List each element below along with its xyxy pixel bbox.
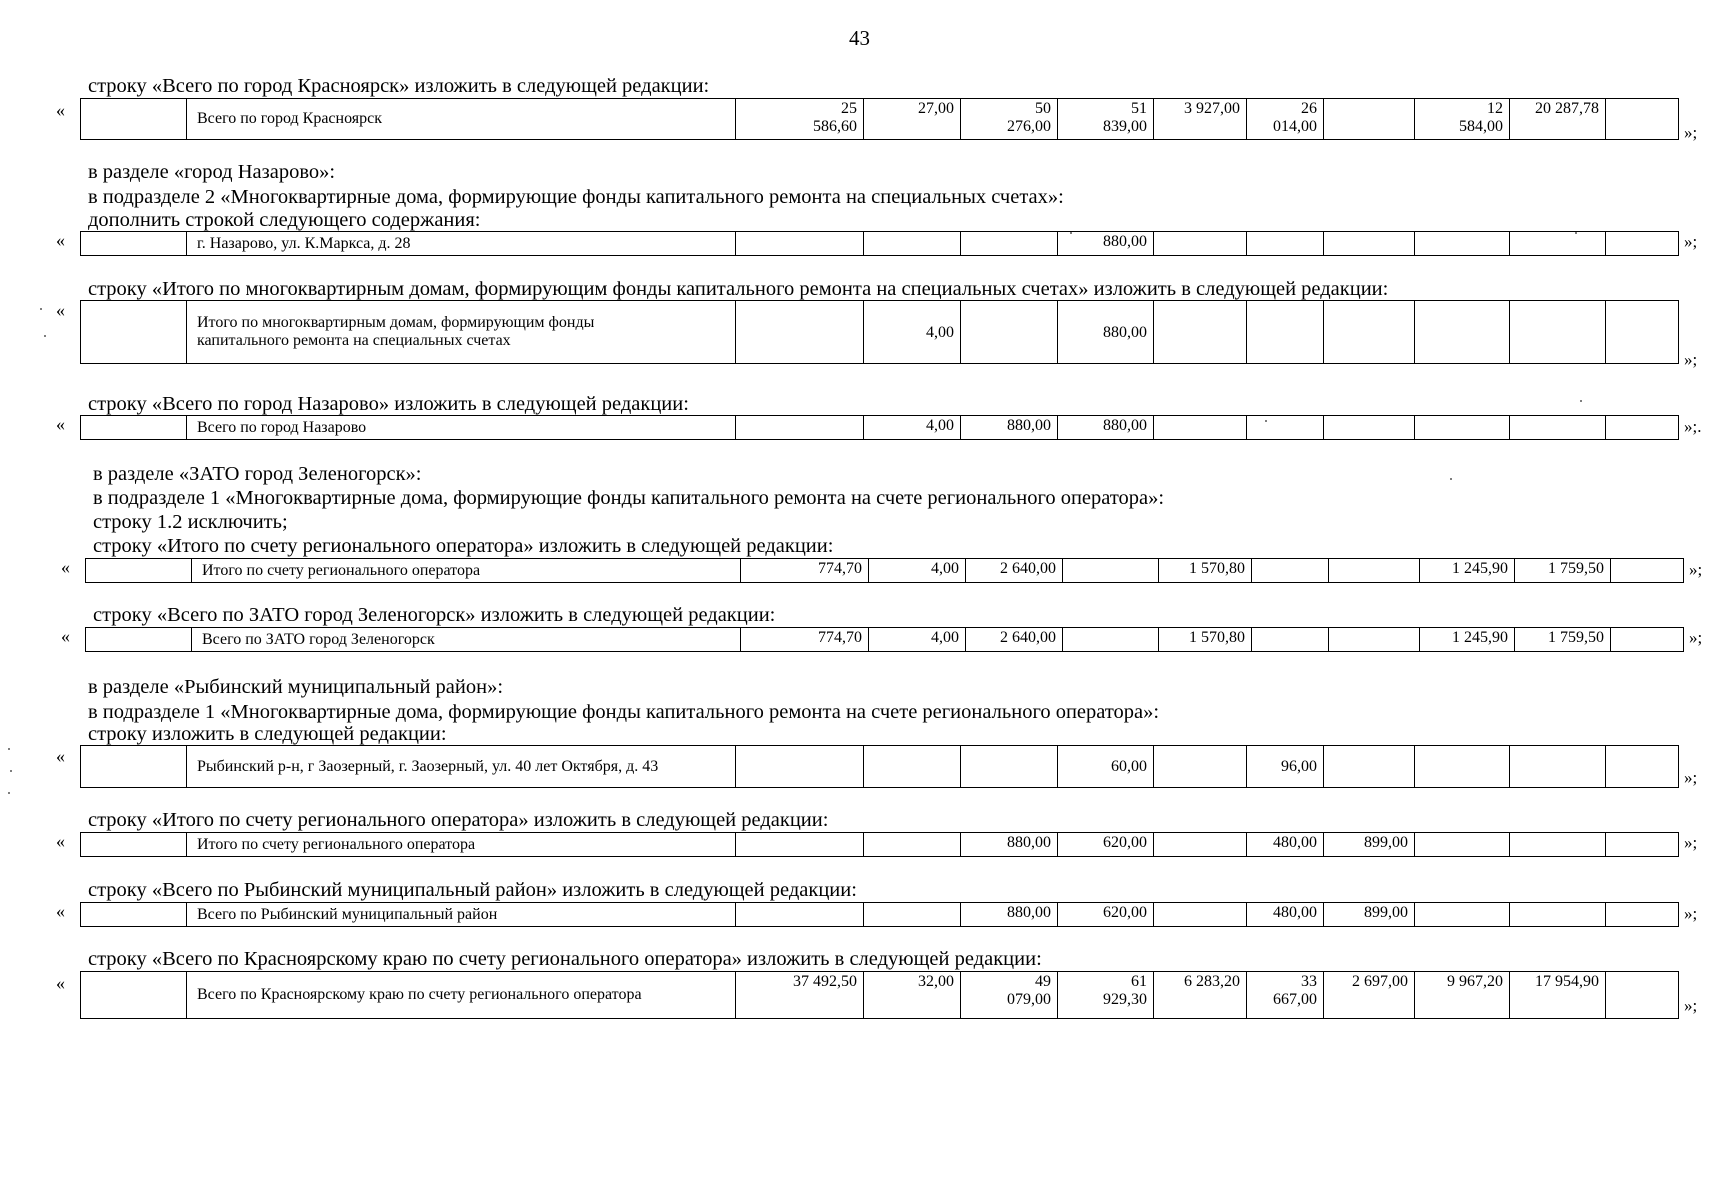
value-part-bottom: 586,60 xyxy=(813,118,857,135)
value-cell: 620,00 xyxy=(1058,903,1154,927)
value-cell xyxy=(1154,746,1247,788)
value-cell xyxy=(1415,903,1510,927)
value-cell xyxy=(1154,416,1247,440)
value-cell xyxy=(1510,301,1606,364)
value-cell: 774,70 xyxy=(741,559,869,583)
value-cell: 17 954,90 xyxy=(1510,972,1606,1019)
value-cell xyxy=(1611,559,1684,583)
amendment-row-table xyxy=(80,745,1679,788)
value-cell xyxy=(1154,301,1247,364)
value-cell xyxy=(864,833,961,857)
value-cell: 620,00 xyxy=(1058,833,1154,857)
value-cell: 880,00 xyxy=(961,416,1058,440)
row-number-cell xyxy=(81,232,187,256)
value-cell: 1 759,50 xyxy=(1515,628,1611,652)
opening-quote: « xyxy=(56,230,65,250)
value-cell xyxy=(1415,301,1510,364)
table-row xyxy=(81,301,1679,364)
value-cell xyxy=(961,301,1058,364)
value-cell xyxy=(1324,746,1415,788)
value-cell: 20 287,78 xyxy=(1510,99,1606,140)
page-number: 43 xyxy=(849,26,870,50)
value-cell: 9 967,20 xyxy=(1415,972,1510,1019)
scan-speck xyxy=(1070,232,1072,234)
scan-speck xyxy=(1575,232,1577,234)
scan-speck xyxy=(40,308,42,310)
value-cell: 899,00 xyxy=(1324,833,1415,857)
value-cell xyxy=(1510,833,1606,857)
opening-quote: « xyxy=(56,973,65,993)
value-cell: 4,00 xyxy=(864,301,961,364)
opening-quote: « xyxy=(61,557,70,577)
value-cell: 880,00 xyxy=(1058,301,1154,364)
closing-quote: »; xyxy=(1684,904,1698,923)
table-row xyxy=(86,628,1684,652)
value-cell xyxy=(1252,628,1329,652)
value-cell xyxy=(1415,833,1510,857)
value-cell: 1 570,80 xyxy=(1159,628,1252,652)
value-cell: 880,00 xyxy=(1058,232,1154,256)
value-cell: 480,00 xyxy=(1247,833,1324,857)
closing-quote: »; xyxy=(1684,833,1698,852)
value-cell xyxy=(1063,559,1159,583)
amendment-row-table xyxy=(80,98,1679,140)
closing-quote: »; xyxy=(1684,996,1698,1015)
instruction-text: строку «Итого по счету регионального оператора» изложить в следующей редакции: xyxy=(93,535,834,557)
value-part-bottom: 667,00 xyxy=(1273,991,1317,1008)
value-cell xyxy=(736,416,864,440)
value-cell xyxy=(1247,416,1324,440)
opening-quote: « xyxy=(56,901,65,921)
value-cell: 1 245,90 xyxy=(1420,559,1515,583)
value-part-bottom: 584,00 xyxy=(1459,118,1503,135)
value-cell xyxy=(736,99,864,140)
value-cell: 96,00 xyxy=(1247,746,1324,788)
value-cell xyxy=(1063,628,1159,652)
value-part-top: 26 xyxy=(1301,100,1317,117)
value-cell: 60,00 xyxy=(1058,746,1154,788)
closing-quote: »;. xyxy=(1684,417,1702,436)
instruction-text: строку «Итого по многоквартирным домам, формирующим фонды капитального ремонта на специальных счетах» изложить в следующей редакции: xyxy=(88,278,1389,300)
value-cell xyxy=(1324,99,1415,140)
instruction-text: в подразделе 1 «Многоквартирные дома, формирующие фонды капитального ремонта на счете регионального оператора»: xyxy=(88,701,1160,723)
table-row xyxy=(81,833,1679,857)
value-cell xyxy=(736,903,864,927)
value-cell xyxy=(961,99,1058,140)
value-cell: 880,00 xyxy=(1058,416,1154,440)
value-cell xyxy=(1154,833,1247,857)
row-name-cell: Всего по город Красноярск xyxy=(187,99,736,140)
value-cell: 1 245,90 xyxy=(1420,628,1515,652)
value-cell xyxy=(1247,972,1324,1019)
instruction-text: дополнить строкой следующего содержания: xyxy=(88,209,481,231)
row-name-cell: Рыбинский р-н, г Заозерный, г. Заозерный, ул. 40 лет Октября, д. 43 xyxy=(187,746,736,788)
value-cell xyxy=(961,232,1058,256)
opening-quote: « xyxy=(56,414,65,434)
instruction-text: в подразделе 1 «Многоквартирные дома, формирующие фонды капитального ремонта на счете регионального оператора»: xyxy=(93,487,1165,509)
value-cell: 3 927,00 xyxy=(1154,99,1247,140)
opening-quote: « xyxy=(56,746,65,766)
value-cell xyxy=(1247,232,1324,256)
table-row xyxy=(81,972,1679,1019)
value-cell: 4,00 xyxy=(869,559,966,583)
amendment-row-table xyxy=(85,627,1684,652)
amendment-row-table xyxy=(80,902,1679,927)
value-cell xyxy=(1510,746,1606,788)
value-cell: 880,00 xyxy=(961,833,1058,857)
value-cell xyxy=(736,746,864,788)
value-part-bottom: 276,00 xyxy=(1007,118,1051,135)
value-cell xyxy=(1324,301,1415,364)
value-cell xyxy=(864,232,961,256)
scan-speck xyxy=(1450,478,1452,480)
value-cell: 37 492,50 xyxy=(736,972,864,1019)
scan-speck xyxy=(10,770,12,772)
scan-speck xyxy=(1265,420,1267,422)
value-cell xyxy=(1510,416,1606,440)
value-cell xyxy=(736,833,864,857)
value-cell xyxy=(1606,99,1679,140)
value-part-bottom: 079,00 xyxy=(1007,991,1051,1008)
opening-quote: « xyxy=(56,831,65,851)
value-cell: 27,00 xyxy=(864,99,961,140)
row-number-cell xyxy=(81,903,187,927)
value-cell xyxy=(1324,232,1415,256)
instruction-text: строку «Всего по ЗАТО город Зеленогорск» изложить в следующей редакции: xyxy=(93,604,776,626)
value-cell: 1 570,80 xyxy=(1159,559,1252,583)
instruction-text: строку 1.2 исключить; xyxy=(93,511,288,533)
value-cell xyxy=(1058,99,1154,140)
value-cell xyxy=(736,301,864,364)
value-cell xyxy=(1415,416,1510,440)
value-cell: 32,00 xyxy=(864,972,961,1019)
value-part-bottom: 839,00 xyxy=(1103,118,1147,135)
amendment-row-table xyxy=(85,558,1684,583)
row-name-cell: Итого по счету регионального оператора xyxy=(192,559,741,583)
value-cell xyxy=(1606,416,1679,440)
table-row xyxy=(81,232,1679,256)
table-row xyxy=(86,559,1684,583)
instruction-text: строку «Всего по Рыбинский муниципальный район» изложить в следующей редакции: xyxy=(88,879,857,901)
value-cell xyxy=(1415,232,1510,256)
value-part-top: 25 xyxy=(841,100,857,117)
value-cell xyxy=(1415,99,1510,140)
table-row xyxy=(81,416,1679,440)
value-cell: 880,00 xyxy=(961,903,1058,927)
value-cell: 774,70 xyxy=(741,628,869,652)
scan-speck xyxy=(8,748,10,750)
closing-quote: »; xyxy=(1684,350,1698,369)
value-cell xyxy=(961,746,1058,788)
value-part-top: 33 xyxy=(1301,973,1317,990)
value-part-top: 50 xyxy=(1035,100,1051,117)
instruction-text: строку «Итого по счету регионального оператора» изложить в следующей редакции: xyxy=(88,809,829,831)
value-cell: 6 283,20 xyxy=(1154,972,1247,1019)
value-cell xyxy=(1324,416,1415,440)
row-name-cell: Всего по город Назарово xyxy=(187,416,736,440)
scan-speck xyxy=(44,335,46,337)
instruction-text: строку «Всего по Красноярскому краю по счету регионального оператора» изложить в следующей редакции: xyxy=(88,948,1042,970)
amendment-row-table xyxy=(80,832,1679,857)
value-cell xyxy=(1606,301,1679,364)
instruction-text: в разделе «Рыбинский муниципальный район»: xyxy=(88,676,504,698)
instruction-text: в разделе «город Назарово»: xyxy=(88,161,336,183)
value-cell xyxy=(1510,232,1606,256)
closing-quote: »; xyxy=(1689,628,1703,647)
value-cell xyxy=(1611,628,1684,652)
value-part-bottom: 929,30 xyxy=(1103,991,1147,1008)
value-cell xyxy=(736,232,864,256)
value-cell xyxy=(961,972,1058,1019)
row-number-cell xyxy=(86,559,192,583)
value-cell xyxy=(1154,903,1247,927)
closing-quote: »; xyxy=(1684,768,1698,787)
closing-quote: »; xyxy=(1684,232,1698,251)
row-number-cell xyxy=(81,972,187,1019)
row-name-cell: г. Назарово, ул. К.Маркса, д. 28 xyxy=(187,232,736,256)
amendment-row-table xyxy=(80,231,1679,256)
value-cell xyxy=(864,746,961,788)
row-name-cell: Итого по счету регионального оператора xyxy=(187,833,736,857)
closing-quote: »; xyxy=(1684,123,1698,142)
value-cell xyxy=(864,903,961,927)
row-number-cell xyxy=(81,301,187,364)
closing-quote: »; xyxy=(1689,560,1703,579)
value-cell xyxy=(1606,232,1679,256)
value-part-top: 12 xyxy=(1487,100,1503,117)
opening-quote: « xyxy=(56,300,65,320)
value-cell: 2 640,00 xyxy=(966,559,1063,583)
value-cell: 899,00 xyxy=(1324,903,1415,927)
row-name-cell: Всего по ЗАТО город Зеленогорск xyxy=(192,628,741,652)
value-cell xyxy=(1058,972,1154,1019)
table-row xyxy=(81,99,1679,140)
opening-quote: « xyxy=(61,626,70,646)
row-name-cell: Итого по многоквартирным домам, формирующим фонды капитального ремонта на специальных счетах xyxy=(187,301,736,364)
value-cell: 4,00 xyxy=(869,628,966,652)
value-cell xyxy=(1329,628,1420,652)
amendment-row-table xyxy=(80,300,1679,364)
instruction-text: в разделе «ЗАТО город Зеленогорск»: xyxy=(93,463,422,485)
table-row xyxy=(81,903,1679,927)
row-number-cell xyxy=(81,416,187,440)
value-cell: 1 759,50 xyxy=(1515,559,1611,583)
value-part-top: 49 xyxy=(1035,973,1051,990)
instruction-text: строку «Всего по город Красноярск» изложить в следующей редакции: xyxy=(88,75,710,97)
value-cell xyxy=(1606,972,1679,1019)
value-cell xyxy=(1606,746,1679,788)
value-part-bottom: 014,00 xyxy=(1273,118,1317,135)
table-row xyxy=(81,746,1679,788)
opening-quote: « xyxy=(56,100,65,120)
value-cell: 480,00 xyxy=(1247,903,1324,927)
instruction-text: строку «Всего по город Назарово» изложить в следующей редакции: xyxy=(88,393,689,415)
instruction-text: строку изложить в следующей редакции: xyxy=(88,723,447,745)
value-cell xyxy=(1252,559,1329,583)
value-cell xyxy=(1247,99,1324,140)
value-cell: 2 640,00 xyxy=(966,628,1063,652)
value-part-top: 51 xyxy=(1131,100,1147,117)
value-cell xyxy=(1606,903,1679,927)
row-name-cell: Всего по Рыбинский муниципальный район xyxy=(187,903,736,927)
row-number-cell xyxy=(81,746,187,788)
value-part-top: 61 xyxy=(1131,973,1147,990)
row-number-cell xyxy=(86,628,192,652)
value-cell xyxy=(1415,746,1510,788)
value-cell xyxy=(1510,903,1606,927)
amendment-row-table xyxy=(80,415,1679,440)
row-number-cell xyxy=(81,833,187,857)
instruction-text: в подразделе 2 «Многоквартирные дома, формирующие фонды капитального ремонта на специальных счетах»: xyxy=(88,186,1064,208)
value-cell xyxy=(1154,232,1247,256)
value-cell: 4,00 xyxy=(864,416,961,440)
row-name-cell: Всего по Красноярскому краю по счету регионального оператора xyxy=(187,972,736,1019)
row-number-cell xyxy=(81,99,187,140)
amendment-row-table xyxy=(80,971,1679,1019)
value-cell xyxy=(1247,301,1324,364)
value-cell xyxy=(1606,833,1679,857)
value-cell: 2 697,00 xyxy=(1324,972,1415,1019)
scan-speck xyxy=(1580,400,1582,402)
scan-speck xyxy=(8,792,10,794)
value-cell xyxy=(1329,559,1420,583)
